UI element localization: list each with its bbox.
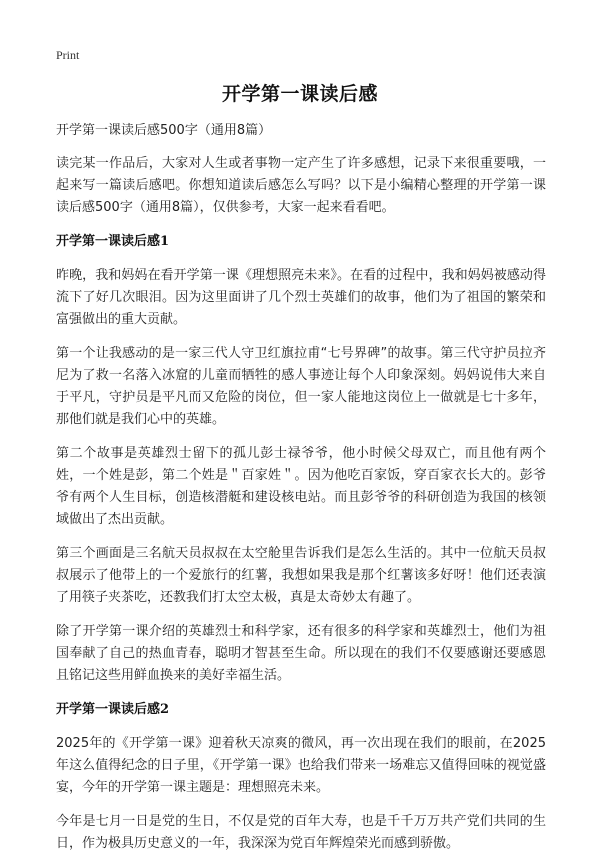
article-subtitle: 开学第一课读后感500字（通用8篇）	[56, 123, 272, 138]
section-heading-2: 开学第一课读后感2	[56, 702, 170, 717]
section-1-paragraph-3: 第二个故事是英雄烈士留下的孤儿彭士禄爷爷，他小时候父母双亡，而且他有两个姓，一个姓是彭，第二个姓是＂百家姓＂。因为他吃百家饭，穿百家衣长大的。彭爷爷有两个人生目标，创造核潜艇和建设核电站。而且彭爷爷的科研创造为我国的核领域做出了杰出贡献。	[56, 446, 546, 527]
article-body	[56, 120, 546, 867]
page-title: 开学第一课读后感	[221, 83, 378, 105]
section-1-paragraph-4: 第三个画面是三名航天员叔叔在太空舱里告诉我们是怎么生活的。其中一位航天员叔叔展示了他带上的一个爱旅行的红薯，我想如果我是那个红薯该多好呀！他们还表演了用筷子夹茶吃，还教我们打太空太极，真是太奇妙太有趣了。	[56, 546, 546, 605]
section-2-paragraph-1: 2025年的《开学第一课》迎着秋天凉爽的微风，再一次出现在我们的眼前，在2025年这么值得纪念的日子里，《开学第一课》也给我们带来一场难忘又值得回味的视觉盛宴，今年的开学第一课主题是：理想照亮未来。	[56, 736, 546, 795]
section-1-paragraph-5: 除了开学第一课介绍的英雄烈士和科学家，还有很多的科学家和英雄烈士，他们为祖国奉献了自己的热血青春，聪明才智甚至生命。所以现在的我们不仅要感谢还要感恩且铭记这些用鲜血换来的美好幸福生活。	[56, 624, 546, 683]
section-1-paragraph-2: 第一个让我感动的是一家三代人守卫红旗拉甫“七号界碑”的故事。第三代守护员拉齐尼为了救一名落入冰窟的儿童而牺牲的感人事迹让每个人印象深刻。妈妈说伟大来自于平凡，守护员是平凡而又危险的岗位，但一家人能地这岗位上一做就是七十多年，那他们就是我们心中的英雄。	[56, 346, 546, 427]
section-2-paragraph-2: 今年是七月一日是党的生日，不仅是党的百年大寿，也是千千万万共产党们共同的生日，作为极具历史意义的一年，我深深为党百年辉煌荣光而感到骄傲。	[56, 814, 546, 851]
print-link[interactable]: Print	[56, 48, 80, 62]
intro-paragraph: 读完某一作品后，大家对人生或者事物一定产生了许多感想，记录下来很重要哦，一起来写一篇读后感吧。你想知道读后感怎么写吗？以下是小编精心整理的开学第一课读后感500字（通用8篇），仅供参考，大家一起来看看吧。	[56, 156, 546, 215]
section-heading-1: 开学第一课读后感1	[56, 234, 170, 249]
section-1-paragraph-1: 昨晚，我和妈妈在看开学第一课《理想照亮未来》。在看的过程中，我和妈妈被感动得流下了好几次眼泪。因为这里面讲了几个烈士英雄们的故事，他们为了祖国的繁荣和富强做出的重大贡献。	[56, 268, 546, 327]
